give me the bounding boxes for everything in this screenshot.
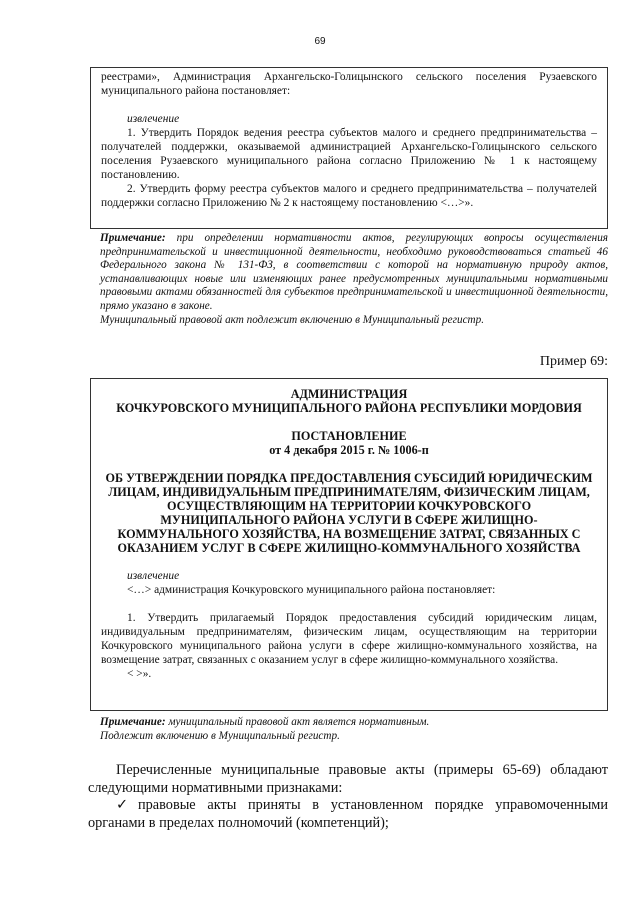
- box2-label: извлечение: [127, 570, 180, 582]
- bullet-item: [88, 797, 608, 832]
- checkmark-icon: ✓: [116, 797, 128, 813]
- note-2-label: Примечание:: [100, 716, 166, 728]
- note-1-text: при определении нормативности актов, регулирующих вопросы осуществления предпринимательской и инвестиционной деятельности, необходимо руководствоваться статьей 46 Федерального закона № 131-ФЗ, в соответствии с которой на нормативную природу актов, устанавливающих новые или изменяющих ранее предусмотренных муниципальными нормативными правовыми актами обязанностей для субъектов предпринимательской и инвестиционной деятельности, прямо указано в законе.: [100, 232, 609, 312]
- quote-box-1: [90, 67, 608, 229]
- doc-type: ПОСТАНОВЛЕНИЕ: [291, 429, 407, 443]
- spacer: [101, 98, 597, 112]
- body-text: [88, 762, 608, 832]
- box2-item1: 1. Утвердить прилагаемый Порядок предоставления субсидий юридическим лицам, индивидуальным предпринимателям, физическим лицам, осуществляющим на территории Кочкуровского муниципального района услуги в сфере жилищно-коммунального хозяйства, на возмещение затрат, связанных с оказанием услуг в сфере жилищно-коммунального хозяйства.: [101, 612, 597, 666]
- spacer: [101, 555, 597, 569]
- spacer: [101, 415, 597, 429]
- org-line-2: КОЧКУРОВСКОГО МУНИЦИПАЛЬНОГО РАЙОНА РЕСПУБЛИКИ МОРДОВИЯ: [116, 401, 582, 415]
- box1-item1: 1. Утвердить Порядок ведения реестра субъектов малого и среднего предпринимательства – получателей поддержки, оказываемой администрацией Архангельско-Голицынского сельского поселения Рузаевского муниципального района согласно Приложению № 1 к настоящему постановлению.: [101, 127, 597, 181]
- spacer: [101, 597, 597, 611]
- note-1-line2: Муниципальный правовой акт подлежит включению в Муниципальный регистр.: [100, 313, 485, 326]
- box2-end: < >».: [127, 668, 152, 680]
- note-2-line2: Подлежит включению в Муниципальный регистр.: [100, 729, 340, 742]
- org-line-1: АДМИНИСТРАЦИЯ: [290, 387, 408, 401]
- quote-box-2: [90, 378, 608, 711]
- bullet-text: правовые акты приняты в установленном порядке управомоченными органами в пределах полномочий (компетенций);: [88, 797, 608, 831]
- note-1-para: [100, 232, 608, 314]
- note-2-text: муниципальный правовой акт является нормативным.: [168, 716, 430, 728]
- note-2: [100, 716, 608, 743]
- box1-label: извлечение: [127, 113, 180, 125]
- box1-text: реестрами», Администрация Архангельско-Голицынского сельского поселения Рузаевского муниципального района постановляет:: [101, 71, 597, 97]
- note-1-label: Примечание:: [100, 232, 166, 244]
- example-label: Пример 69:: [539, 354, 608, 369]
- body-paragraph: Перечисленные муниципальные правовые акты (примеры 65-69) обладают следующими нормативными признаками:: [88, 762, 608, 796]
- doc-date: от 4 декабря 2015 г. № 1006-п: [269, 443, 429, 457]
- box2-intro: <…> администрация Кочкуровского муниципального района постановляет:: [127, 584, 496, 596]
- spacer: [101, 457, 597, 471]
- doc-title: ОБ УТВЕРЖДЕНИИ ПОРЯДКА ПРЕДОСТАВЛЕНИЯ СУБСИДИЙ ЮРИДИЧЕСКИМ ЛИЦАМ, ИНДИВИДУАЛЬНЫМ ПРЕДПРИНИМАТЕЛЯМ, ФИЗИЧЕСКИМ ЛИЦАМ, ОСУЩЕСТВЛЯЮЩИМ НА ТЕРРИТОРИИ КОЧКУРОВСКОГО МУНИЦИПАЛЬНОГО РАЙОНА УСЛУГИ В СФЕРЕ ЖИЛИЩНО-КОММУНАЛЬНОГО ХОЗЯЙСТВА, НА ВОЗМЕЩЕНИЕ ЗАТРАТ, СВЯЗАННЫХ С ОКАЗАНИЕМ УСЛУГ В СФЕРЕ ЖИЛИЩНО-КОММУНАЛЬНОГО ХОЗЯЙСТВА: [105, 471, 593, 555]
- note-2-para: [100, 716, 608, 730]
- box1-item2: 2. Утвердить форму реестра субъектов малого и среднего предпринимательства – получателей поддержки согласно Приложению № 2 к настоящему постановлению <…>».: [101, 183, 597, 209]
- note-1: [100, 232, 608, 327]
- page-number: 69: [314, 36, 326, 47]
